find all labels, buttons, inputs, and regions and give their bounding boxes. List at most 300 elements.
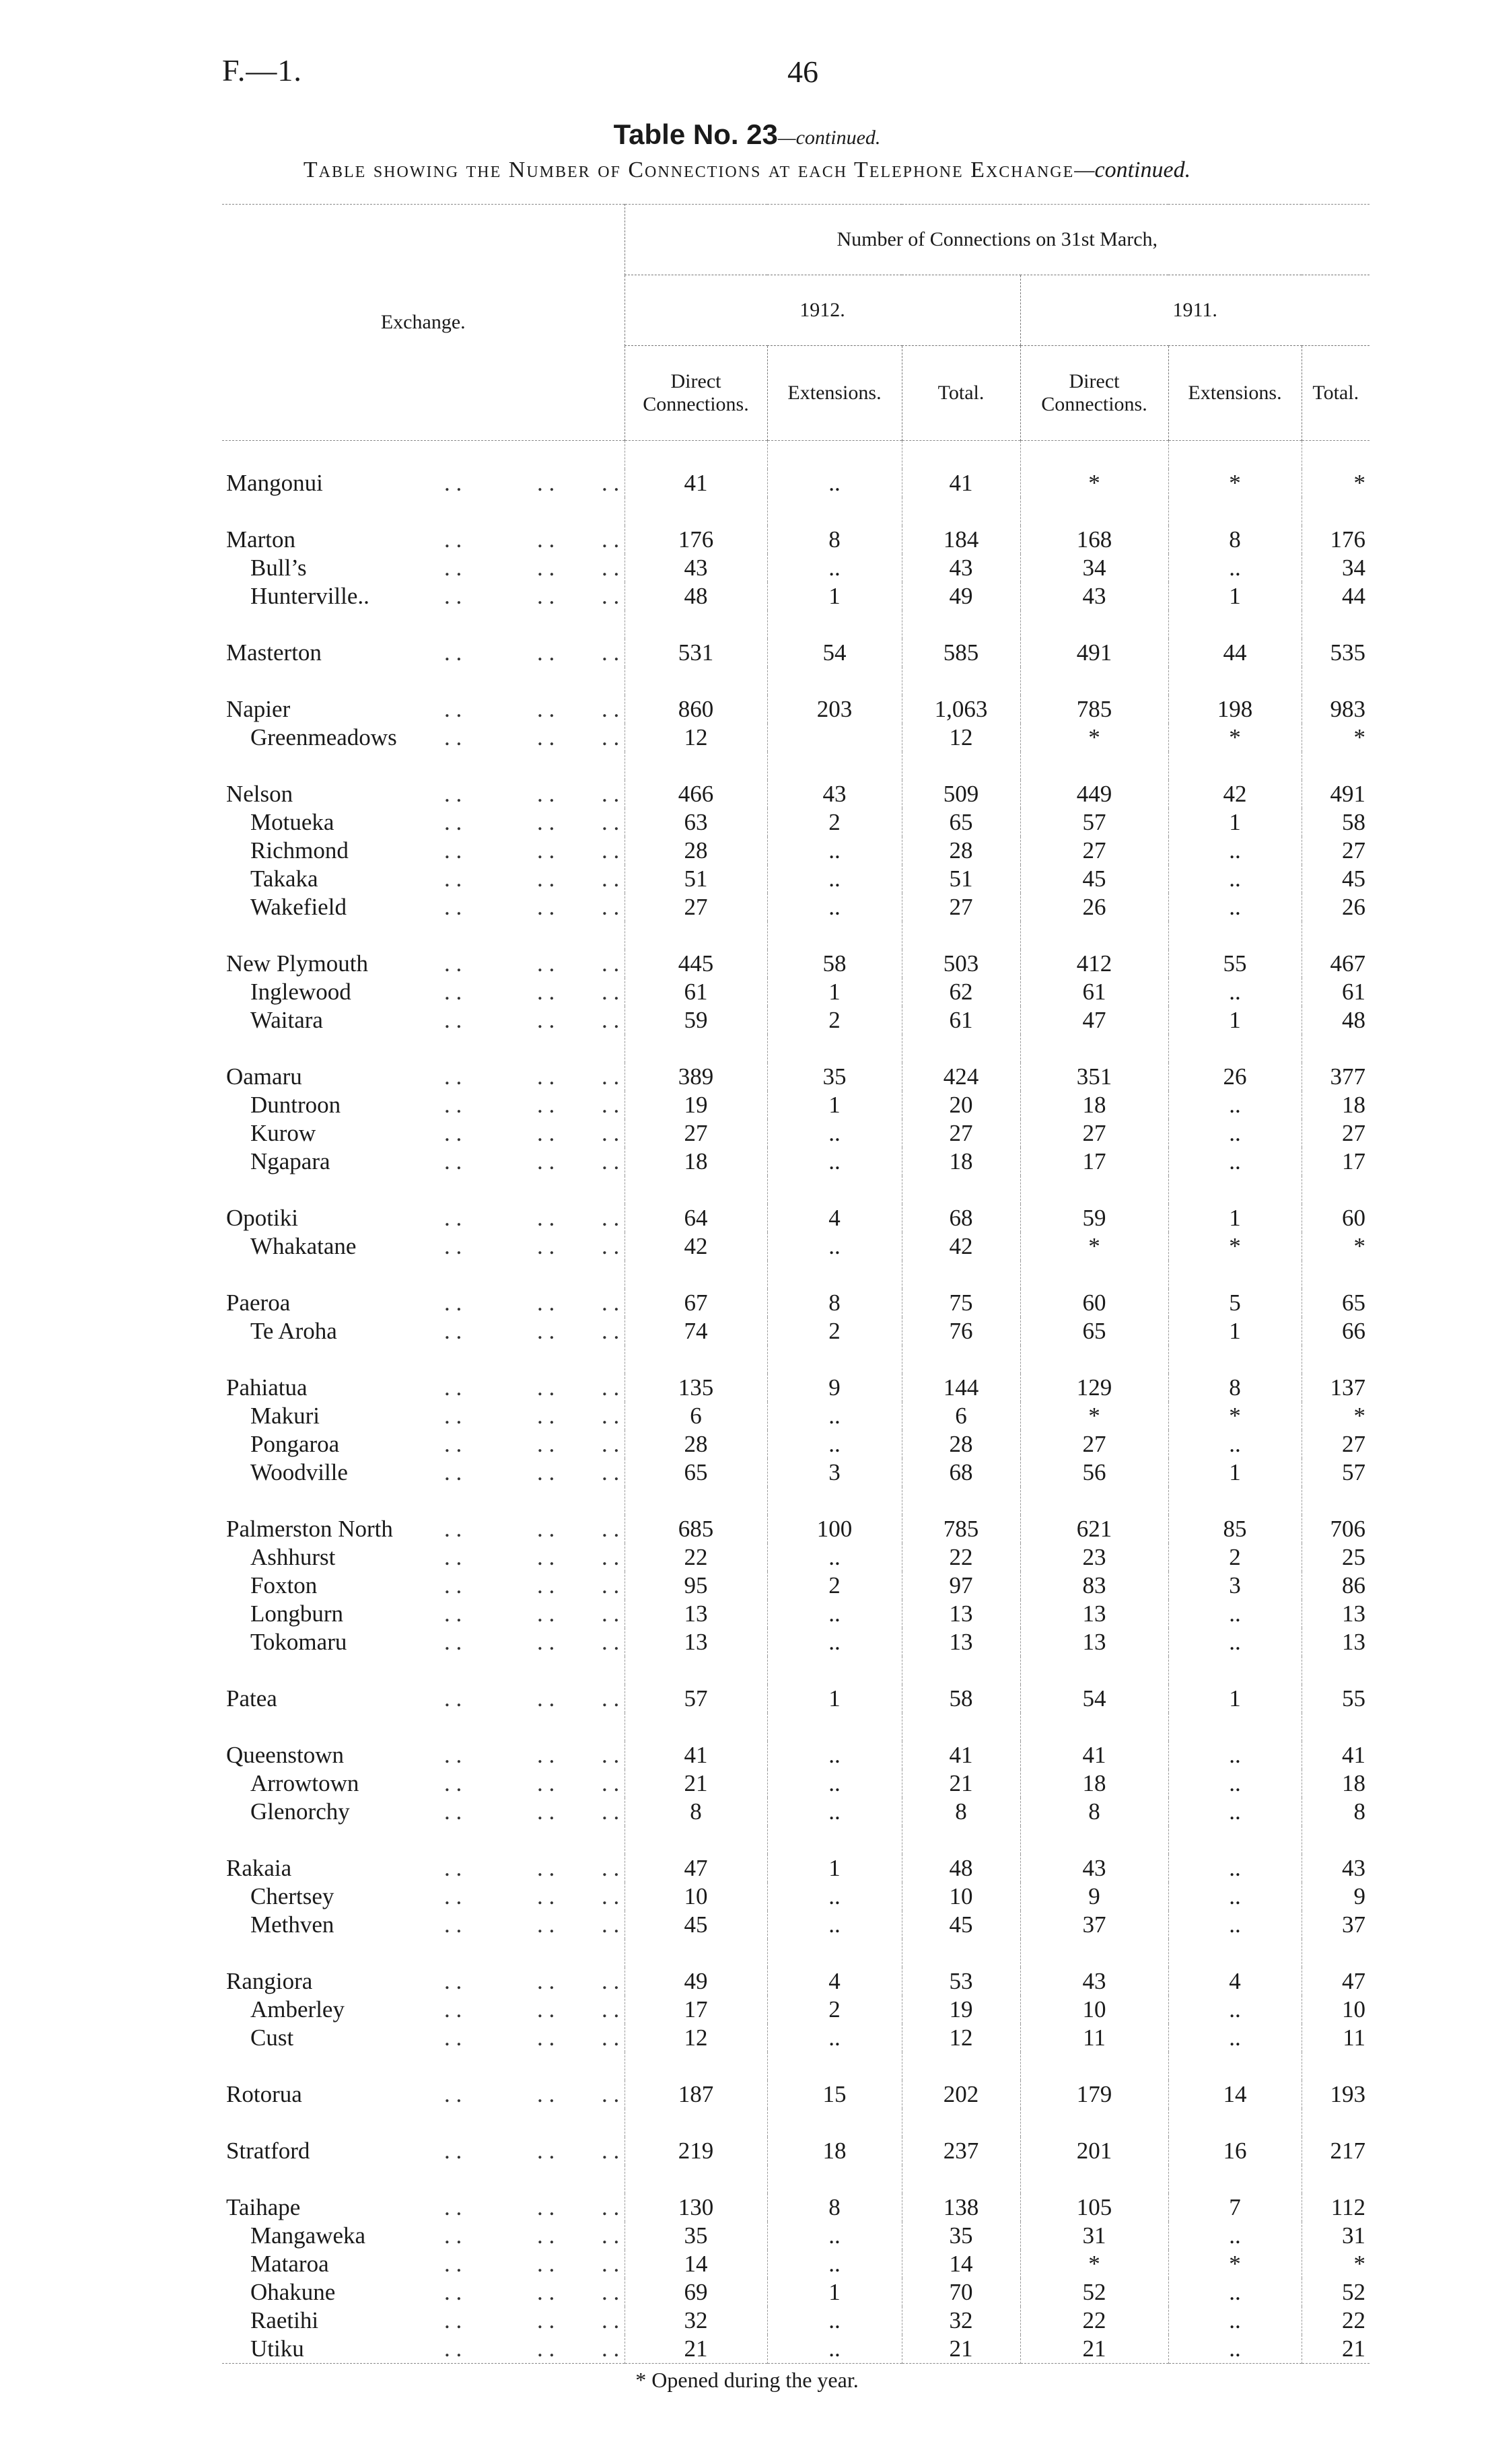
cell-total-1911: 48 — [1302, 1006, 1370, 1034]
exchange-name: Napier — [226, 696, 291, 722]
table-row — [222, 1628, 1370, 1656]
cell-total-1912: 22 — [902, 1543, 1020, 1572]
cell-total-1911: 27 — [1302, 837, 1370, 865]
cell-extensions-1911: 42 — [1168, 780, 1302, 808]
cell-total-1911: 18 — [1302, 1091, 1370, 1119]
cell-extensions-1912: .. — [767, 893, 902, 921]
cell-extensions-1912: .. — [767, 2335, 902, 2364]
table-row — [222, 1289, 1370, 1317]
cell-extensions-1911: .. — [1168, 554, 1302, 582]
cell-total-1912: 8 — [902, 1798, 1020, 1826]
cell-total-1911: 8 — [1302, 1798, 1370, 1826]
cell-extensions-1912: 4 — [767, 1967, 902, 1996]
cell-total-1911: 27 — [1302, 1119, 1370, 1148]
cell-direct-1911: 27 — [1020, 837, 1168, 865]
exchange-name: New Plymouth — [226, 950, 368, 977]
exchange-name-cell: Pongaroa . . . . . . — [250, 1431, 620, 1457]
cell-total-1912: 509 — [902, 780, 1020, 808]
cell-extensions-1912: .. — [767, 1402, 902, 1430]
table-row — [222, 837, 1370, 865]
table-row — [222, 978, 1370, 1006]
cell-total-1912: 424 — [902, 1063, 1020, 1091]
cell-direct-1911: 21 — [1020, 2335, 1168, 2364]
exchange-name-cell: Pahiatua . . . . . . — [226, 1374, 620, 1401]
cell-total-1912: 70 — [902, 2278, 1020, 2307]
exchange-name-cell: Foxton . . . . . . — [250, 1572, 620, 1598]
cell-direct-1912: 35 — [625, 2222, 767, 2250]
cell-total-1912: 58 — [902, 1685, 1020, 1713]
cell-extensions-1911: .. — [1168, 1119, 1302, 1148]
exchange-name-cell: Rangiora . . . . . . — [226, 1968, 620, 1994]
cell-total-1912: 28 — [902, 1430, 1020, 1458]
cell-total-1912: 585 — [902, 639, 1020, 667]
cell-direct-1912: 48 — [625, 582, 767, 610]
cell-total-1912: 27 — [902, 893, 1020, 921]
cell-extensions-1912: 58 — [767, 950, 902, 978]
cell-total-1911: 13 — [1302, 1628, 1370, 1656]
cell-total-1911: 18 — [1302, 1769, 1370, 1798]
table-row — [222, 1967, 1370, 1996]
cell-extensions-1911: .. — [1168, 1911, 1302, 1939]
cell-total-1911: 193 — [1302, 2080, 1370, 2109]
cell-extensions-1912: 2 — [767, 1317, 902, 1345]
exchange-name: Foxton — [250, 1572, 318, 1598]
exchange-name: Opotiki — [226, 1205, 298, 1231]
cell-direct-1911: 13 — [1020, 1628, 1168, 1656]
cell-total-1911: * — [1302, 469, 1370, 497]
cell-extensions-1911: 8 — [1168, 1374, 1302, 1402]
cell-total-1911: 13 — [1302, 1600, 1370, 1628]
exchange-name: Masterton — [226, 639, 322, 666]
cell-direct-1911: 61 — [1020, 978, 1168, 1006]
cell-total-1912: 785 — [902, 1515, 1020, 1543]
cell-direct-1912: 12 — [625, 724, 767, 752]
cell-extensions-1912: 15 — [767, 2080, 902, 2109]
exchange-name: Longburn — [250, 1600, 344, 1627]
cell-direct-1912: 28 — [625, 837, 767, 865]
cell-total-1912: 503 — [902, 950, 1020, 978]
exchange-name: Kurow — [250, 1120, 316, 1146]
table-row — [222, 1374, 1370, 1402]
exchange-name-cell: Amberley . . . . . . — [250, 1996, 620, 2022]
cell-extensions-1912 — [767, 724, 902, 752]
exchange-name-cell: Rakaia . . . . . . — [226, 1855, 620, 1881]
cell-total-1911: 34 — [1302, 554, 1370, 582]
cell-direct-1912: 19 — [625, 1091, 767, 1119]
cell-direct-1911: 621 — [1020, 1515, 1168, 1543]
cell-extensions-1912: .. — [767, 1430, 902, 1458]
connections-table — [222, 204, 1370, 2364]
cell-direct-1911: 168 — [1020, 526, 1168, 554]
exchange-name-cell: Duntroon . . . . . . — [250, 1092, 620, 1118]
cell-direct-1912: 13 — [625, 1600, 767, 1628]
cell-extensions-1912: .. — [767, 469, 902, 497]
cell-direct-1911: 41 — [1020, 1741, 1168, 1769]
exchange-name-cell: Palmerston North . . . . . . — [226, 1516, 620, 1542]
cell-direct-1912: 176 — [625, 526, 767, 554]
cell-extensions-1912: 1 — [767, 978, 902, 1006]
exchange-name: Makuri — [250, 1403, 320, 1429]
exchange-name-cell: Masterton . . . . . . — [226, 639, 620, 666]
cell-direct-1911: 31 — [1020, 2222, 1168, 2250]
column-header-total-1912: Total. — [902, 346, 1020, 441]
cell-direct-1912: 10 — [625, 1882, 767, 1911]
cell-extensions-1911: .. — [1168, 1798, 1302, 1826]
cell-extensions-1911: 1 — [1168, 1317, 1302, 1345]
cell-extensions-1912: .. — [767, 2307, 902, 2335]
cell-extensions-1912: 54 — [767, 639, 902, 667]
exchange-name: Raetihi — [250, 2307, 319, 2333]
cell-direct-1911: 54 — [1020, 1685, 1168, 1713]
cell-direct-1911: 59 — [1020, 1204, 1168, 1232]
cell-total-1911: 37 — [1302, 1911, 1370, 1939]
cell-direct-1911: 52 — [1020, 2278, 1168, 2307]
cell-extensions-1912: 8 — [767, 1289, 902, 1317]
cell-extensions-1911: .. — [1168, 865, 1302, 893]
cell-extensions-1911: * — [1168, 1232, 1302, 1261]
cell-direct-1911: 351 — [1020, 1063, 1168, 1091]
exchange-name-cell: Richmond . . . . . . — [250, 837, 620, 864]
cell-direct-1912: 6 — [625, 1402, 767, 1430]
cell-extensions-1912: .. — [767, 837, 902, 865]
cell-direct-1911: 60 — [1020, 1289, 1168, 1317]
table-row — [222, 2222, 1370, 2250]
cell-extensions-1911: .. — [1168, 2335, 1302, 2364]
table-title-continued: —continued. — [1074, 157, 1191, 182]
cell-direct-1912: 389 — [625, 1063, 767, 1091]
exchange-name-cell: Kurow . . . . . . — [250, 1120, 620, 1146]
cell-total-1912: 184 — [902, 526, 1020, 554]
cell-direct-1912: 22 — [625, 1543, 767, 1572]
table-row — [222, 582, 1370, 610]
cell-direct-1911: 27 — [1020, 1430, 1168, 1458]
cell-extensions-1912: .. — [767, 2024, 902, 2052]
table-row — [222, 1091, 1370, 1119]
cell-total-1911: 43 — [1302, 1854, 1370, 1882]
cell-total-1911: 217 — [1302, 2137, 1370, 2165]
cell-total-1911: * — [1302, 1402, 1370, 1430]
cell-total-1912: 27 — [902, 1119, 1020, 1148]
table-row — [222, 1572, 1370, 1600]
exchange-name: Ohakune — [250, 2279, 336, 2305]
cell-total-1911: 41 — [1302, 1741, 1370, 1769]
table-body — [222, 441, 1370, 2364]
table-row — [222, 1515, 1370, 1543]
exchange-name-cell: Oamaru . . . . . . — [226, 1063, 620, 1090]
exchange-name: Nelson — [226, 781, 293, 807]
exchange-name: Cust — [250, 2025, 294, 2051]
cell-extensions-1911: .. — [1168, 1996, 1302, 2024]
cell-extensions-1912: .. — [767, 1741, 902, 1769]
cell-direct-1912: 466 — [625, 780, 767, 808]
cell-direct-1912: 32 — [625, 2307, 767, 2335]
exchange-name: Palmerston North — [226, 1516, 393, 1542]
exchange-name-cell: Woodville . . . . . . — [250, 1459, 620, 1485]
cell-extensions-1911: 1 — [1168, 1006, 1302, 1034]
cell-extensions-1912: 9 — [767, 1374, 902, 1402]
exchange-name: Paeroa — [226, 1290, 291, 1316]
exchange-name: Bull’s — [250, 555, 307, 581]
cell-total-1912: 51 — [902, 865, 1020, 893]
cell-extensions-1912: 1 — [767, 2278, 902, 2307]
cell-extensions-1911: .. — [1168, 2278, 1302, 2307]
exchange-name: Utiku — [250, 2335, 304, 2362]
table-row — [222, 1911, 1370, 1939]
cell-direct-1912: 860 — [625, 695, 767, 724]
cell-total-1911: 47 — [1302, 1967, 1370, 1996]
cell-extensions-1912: 4 — [767, 1204, 902, 1232]
cell-extensions-1912: 8 — [767, 2193, 902, 2222]
cell-extensions-1912: 43 — [767, 780, 902, 808]
table-number-continued: —continued. — [777, 127, 881, 149]
cell-direct-1912: 41 — [625, 469, 767, 497]
cell-total-1911: * — [1302, 1232, 1370, 1261]
cell-direct-1912: 41 — [625, 1741, 767, 1769]
exchange-name: Arrowtown — [250, 1770, 359, 1796]
exchange-name: Hunterville.. — [250, 583, 369, 609]
cell-direct-1911: 412 — [1020, 950, 1168, 978]
cell-total-1911: 467 — [1302, 950, 1370, 978]
cell-total-1911: * — [1302, 724, 1370, 752]
cell-extensions-1912: .. — [767, 1543, 902, 1572]
cell-direct-1912: 45 — [625, 1911, 767, 1939]
table-row — [222, 2137, 1370, 2165]
cell-direct-1912: 57 — [625, 1685, 767, 1713]
exchange-name-cell: Longburn . . . . . . — [250, 1600, 620, 1627]
cell-extensions-1912: .. — [767, 2250, 902, 2278]
cell-total-1912: 6 — [902, 1402, 1020, 1430]
exchange-name-cell: Rotorua . . . . . . — [226, 2081, 620, 2107]
cell-total-1912: 41 — [902, 469, 1020, 497]
cell-extensions-1912: .. — [767, 1600, 902, 1628]
cell-direct-1911: * — [1020, 724, 1168, 752]
cell-extensions-1911: .. — [1168, 1600, 1302, 1628]
exchange-name: Methven — [250, 1911, 334, 1938]
cell-direct-1912: 27 — [625, 1119, 767, 1148]
cell-direct-1912: 69 — [625, 2278, 767, 2307]
cell-extensions-1911: 3 — [1168, 1572, 1302, 1600]
exchange-name-cell: Inglewood . . . . . . — [250, 979, 620, 1005]
exchange-name: Richmond — [250, 837, 349, 864]
column-header-direct-1912: Direct Connections. — [625, 346, 767, 441]
exchange-name-cell: Waitara . . . . . . — [250, 1007, 620, 1033]
exchange-name-cell: Ashhurst . . . . . . — [250, 1544, 620, 1570]
exchange-name-cell: Greenmeadows . . . . . . — [250, 724, 620, 750]
cell-direct-1912: 27 — [625, 893, 767, 921]
exchange-name: Takaka — [250, 866, 318, 892]
cell-extensions-1911: 16 — [1168, 2137, 1302, 2165]
cell-extensions-1912: .. — [767, 1769, 902, 1798]
cell-total-1911: 137 — [1302, 1374, 1370, 1402]
cell-total-1911: 52 — [1302, 2278, 1370, 2307]
exchange-name: Oamaru — [226, 1063, 302, 1090]
cell-total-1911: 112 — [1302, 2193, 1370, 2222]
exchange-name: Mangaweka — [250, 2222, 366, 2249]
cell-total-1912: 14 — [902, 2250, 1020, 2278]
table-row — [222, 526, 1370, 554]
cell-direct-1912: 61 — [625, 978, 767, 1006]
table-row — [222, 1458, 1370, 1487]
cell-direct-1912: 130 — [625, 2193, 767, 2222]
cell-extensions-1911: * — [1168, 469, 1302, 497]
exchange-name: Taihape — [226, 2194, 301, 2220]
cell-direct-1912: 685 — [625, 1515, 767, 1543]
cell-extensions-1911: .. — [1168, 893, 1302, 921]
cell-extensions-1911: .. — [1168, 1628, 1302, 1656]
cell-extensions-1912: 100 — [767, 1515, 902, 1543]
cell-direct-1911: 56 — [1020, 1458, 1168, 1487]
cell-total-1911: 706 — [1302, 1515, 1370, 1543]
cell-direct-1911: 785 — [1020, 695, 1168, 724]
cell-direct-1911: 34 — [1020, 554, 1168, 582]
table-header — [222, 205, 1370, 441]
cell-total-1912: 35 — [902, 2222, 1020, 2250]
cell-extensions-1912: 35 — [767, 1063, 902, 1091]
cell-total-1912: 21 — [902, 1769, 1020, 1798]
cell-extensions-1911: 85 — [1168, 1515, 1302, 1543]
table-number-label: Table No. 23 — [613, 118, 778, 150]
column-header-total-1911: Total. — [1302, 346, 1370, 441]
cell-total-1912: 76 — [902, 1317, 1020, 1345]
table-row — [222, 1232, 1370, 1261]
exchange-name: Duntroon — [250, 1092, 341, 1118]
exchange-name: Tokomaru — [250, 1629, 347, 1655]
cell-direct-1912: 51 — [625, 865, 767, 893]
page-number: 46 — [787, 55, 818, 89]
cell-total-1911: 9 — [1302, 1882, 1370, 1911]
exchange-name-cell: Ngapara . . . . . . — [250, 1148, 620, 1174]
exchange-name: Pahiatua — [226, 1374, 308, 1401]
exchange-name-cell: Utiku . . . . . . — [250, 2335, 620, 2362]
cell-extensions-1911: .. — [1168, 1882, 1302, 1911]
table-row — [222, 1119, 1370, 1148]
cell-direct-1911: 43 — [1020, 1967, 1168, 1996]
cell-total-1911: 535 — [1302, 639, 1370, 667]
exchange-name: Patea — [226, 1685, 277, 1712]
cell-direct-1912: 531 — [625, 639, 767, 667]
exchange-name-cell: Whakatane . . . . . . — [250, 1233, 620, 1259]
exchange-name-cell: Raetihi . . . . . . — [250, 2307, 620, 2333]
cell-direct-1912: 18 — [625, 1148, 767, 1176]
cell-direct-1912: 67 — [625, 1289, 767, 1317]
cell-extensions-1912: .. — [767, 1798, 902, 1826]
document-reference: F.—1. — [222, 53, 302, 87]
cell-direct-1912: 17 — [625, 1996, 767, 2024]
cell-direct-1911: 45 — [1020, 865, 1168, 893]
cell-total-1911: 176 — [1302, 526, 1370, 554]
cell-total-1912: 75 — [902, 1289, 1020, 1317]
table-number — [0, 118, 1494, 151]
cell-total-1912: 43 — [902, 554, 1020, 582]
cell-extensions-1912: 8 — [767, 526, 902, 554]
cell-direct-1911: 43 — [1020, 582, 1168, 610]
table-row — [222, 554, 1370, 582]
cell-total-1912: 28 — [902, 837, 1020, 865]
exchange-name-cell: Queenstown . . . . . . — [226, 1742, 620, 1768]
cell-extensions-1912: 3 — [767, 1458, 902, 1487]
cell-direct-1912: 42 — [625, 1232, 767, 1261]
cell-direct-1912: 95 — [625, 1572, 767, 1600]
cell-total-1912: 68 — [902, 1458, 1020, 1487]
cell-extensions-1912: .. — [767, 1882, 902, 1911]
cell-extensions-1912: 18 — [767, 2137, 902, 2165]
table-row — [222, 2250, 1370, 2278]
cell-extensions-1912: .. — [767, 2222, 902, 2250]
cell-direct-1911: 11 — [1020, 2024, 1168, 2052]
exchange-name: Amberley — [250, 1996, 345, 2022]
cell-total-1911: 66 — [1302, 1317, 1370, 1345]
cell-direct-1911: 9 — [1020, 1882, 1168, 1911]
cell-total-1911: 60 — [1302, 1204, 1370, 1232]
cell-total-1912: 45 — [902, 1911, 1020, 1939]
table-row — [222, 2307, 1370, 2335]
cell-direct-1912: 65 — [625, 1458, 767, 1487]
column-header-exchange: Exchange. — [380, 311, 466, 333]
cell-extensions-1911: 2 — [1168, 1543, 1302, 1572]
cell-direct-1912: 63 — [625, 808, 767, 837]
cell-total-1912: 12 — [902, 2024, 1020, 2052]
cell-total-1912: 237 — [902, 2137, 1020, 2165]
table-row — [222, 950, 1370, 978]
exchange-name-cell: Chertsey . . . . . . — [250, 1883, 620, 1909]
cell-extensions-1912: .. — [767, 1148, 902, 1176]
exchange-name: Waitara — [250, 1007, 323, 1033]
cell-total-1912: 19 — [902, 1996, 1020, 2024]
cell-total-1912: 53 — [902, 1967, 1020, 1996]
cell-total-1911: 491 — [1302, 780, 1370, 808]
cell-direct-1912: 135 — [625, 1374, 767, 1402]
cell-extensions-1911: .. — [1168, 978, 1302, 1006]
cell-extensions-1912: 1 — [767, 1685, 902, 1713]
cell-direct-1912: 43 — [625, 554, 767, 582]
table-row — [222, 2193, 1370, 2222]
exchange-name-cell: Motueka . . . . . . — [250, 809, 620, 835]
cell-total-1911: 11 — [1302, 2024, 1370, 2052]
table-row — [222, 2080, 1370, 2109]
cell-extensions-1911: 14 — [1168, 2080, 1302, 2109]
cell-extensions-1911: .. — [1168, 1769, 1302, 1798]
cell-extensions-1912: .. — [767, 1232, 902, 1261]
cell-extensions-1912: 2 — [767, 1572, 902, 1600]
cell-total-1912: 48 — [902, 1854, 1020, 1882]
cell-extensions-1911: 1 — [1168, 582, 1302, 610]
exchange-name: Whakatane — [250, 1233, 357, 1259]
cell-direct-1911: * — [1020, 469, 1168, 497]
cell-direct-1912: 74 — [625, 1317, 767, 1345]
exchange-name-cell: Methven . . . . . . — [250, 1911, 620, 1938]
cell-extensions-1911: .. — [1168, 1741, 1302, 1769]
cell-extensions-1912: 2 — [767, 1996, 902, 2024]
exchange-name-cell: Mangonui . . . . . . — [226, 470, 620, 496]
cell-extensions-1912: 2 — [767, 808, 902, 837]
exchange-name: Motueka — [250, 809, 334, 835]
exchange-name: Rangiora — [226, 1968, 313, 1994]
cell-direct-1911: * — [1020, 1402, 1168, 1430]
table-row — [222, 1006, 1370, 1034]
table-row — [222, 1204, 1370, 1232]
table-row — [222, 780, 1370, 808]
cell-direct-1912: 219 — [625, 2137, 767, 2165]
cell-direct-1911: 449 — [1020, 780, 1168, 808]
cell-total-1912: 97 — [902, 1572, 1020, 1600]
cell-extensions-1911: .. — [1168, 837, 1302, 865]
cell-total-1911: 17 — [1302, 1148, 1370, 1176]
cell-direct-1911: 83 — [1020, 1572, 1168, 1600]
cell-extensions-1911: .. — [1168, 2307, 1302, 2335]
exchange-name: Wakefield — [250, 894, 347, 920]
exchange-name: Greenmeadows — [250, 724, 397, 750]
cell-direct-1912: 445 — [625, 950, 767, 978]
